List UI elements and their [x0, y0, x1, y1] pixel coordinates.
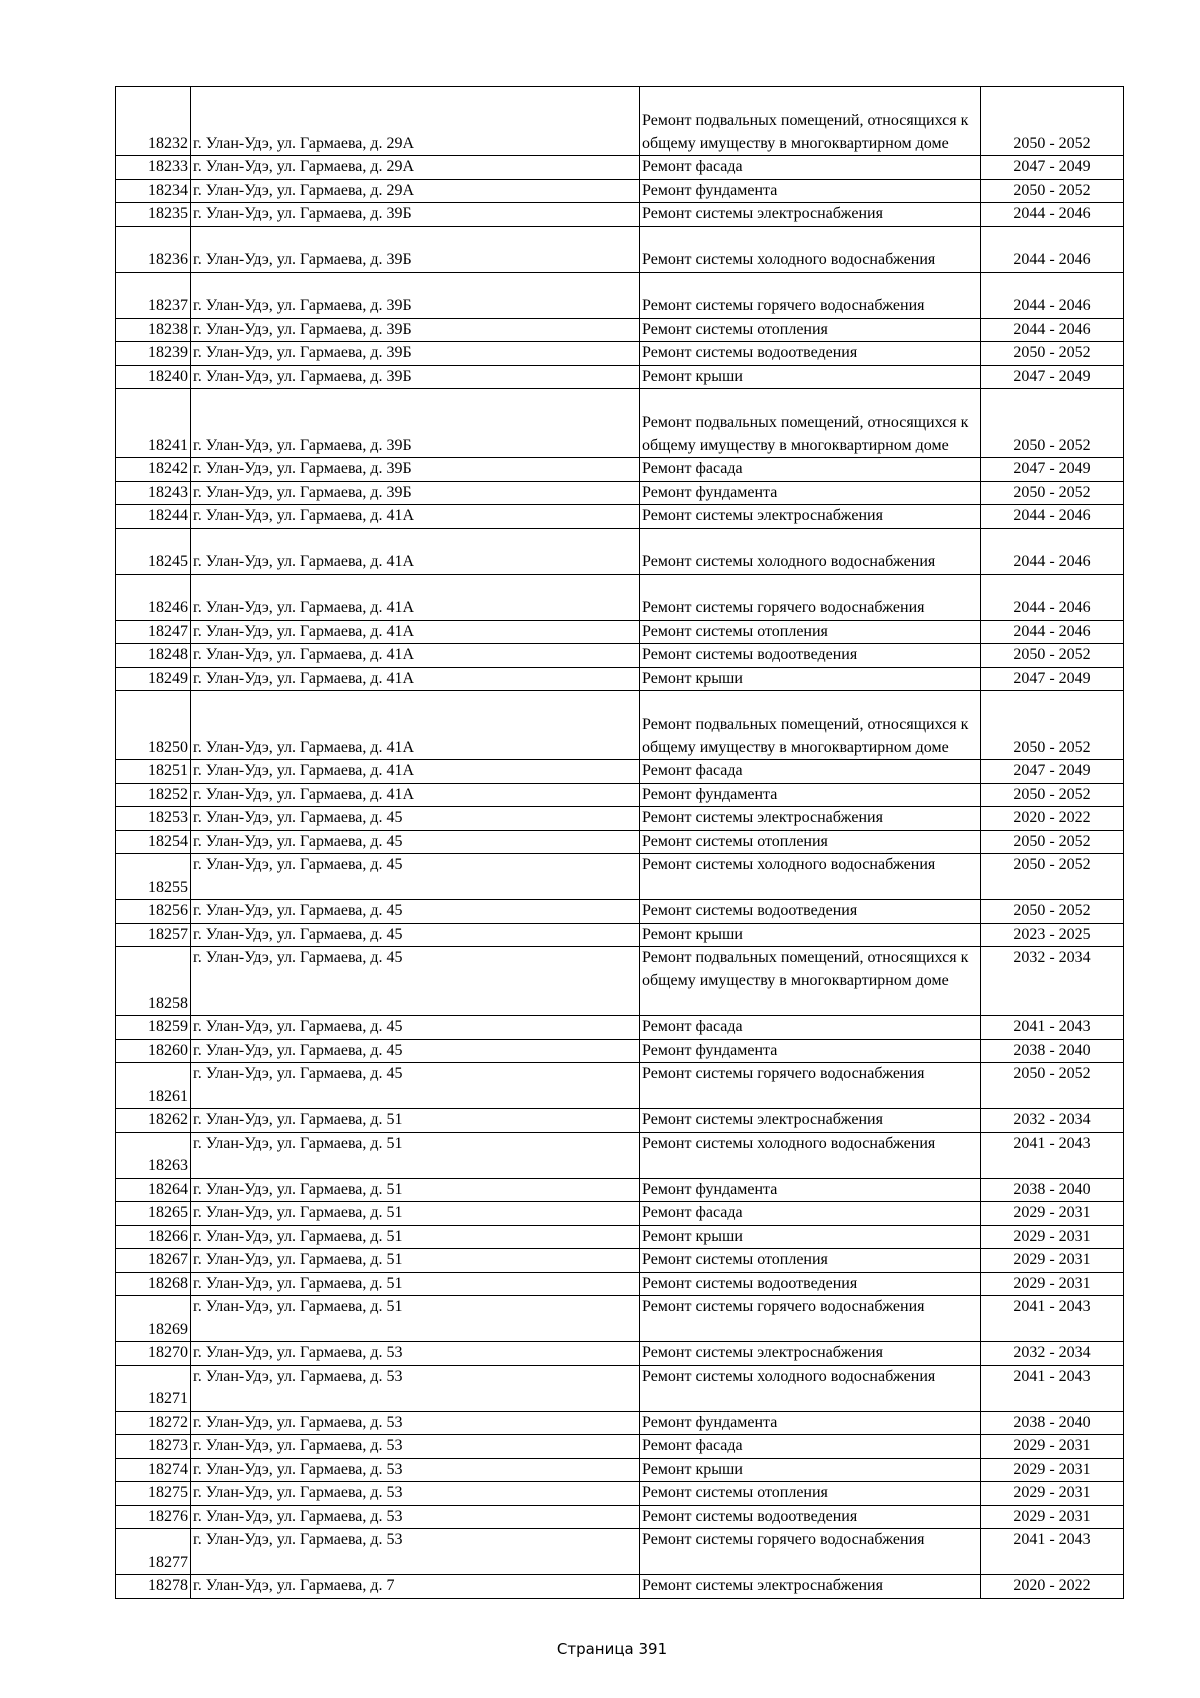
row-number: 18250 [116, 691, 191, 760]
row-address: г. Улан-Удэ, ул. Гармаева, д. 53 [191, 1411, 640, 1435]
row-years: 2041 - 2043 [981, 1365, 1124, 1411]
row-address: г. Улан-Удэ, ул. Гармаева, д. 39Б [191, 458, 640, 482]
row-number: 18268 [116, 1272, 191, 1296]
row-address: г. Улан-Удэ, ул. Гармаева, д. 53 [191, 1458, 640, 1482]
row-years: 2041 - 2043 [981, 1132, 1124, 1178]
table-row [116, 854, 1124, 900]
row-years: 2038 - 2040 [981, 1178, 1124, 1202]
row-address: г. Улан-Удэ, ул. Гармаева, д. 51 [191, 1249, 640, 1273]
row-address: г. Улан-Удэ, ул. Гармаева, д. 51 [191, 1225, 640, 1249]
row-years: 2050 - 2052 [981, 1063, 1124, 1109]
row-number: 18247 [116, 620, 191, 644]
row-work-type: Ремонт системы холодного водоснабжения [640, 226, 981, 272]
row-years: 2020 - 2022 [981, 807, 1124, 831]
table-row [116, 1529, 1124, 1575]
row-years: 2047 - 2049 [981, 760, 1124, 784]
row-address: г. Улан-Удэ, ул. Гармаева, д. 53 [191, 1365, 640, 1411]
table-row [116, 574, 1124, 620]
row-number: 18269 [116, 1296, 191, 1342]
row-work-type: Ремонт системы водоотведения [640, 1272, 981, 1296]
row-number: 18232 [116, 87, 191, 156]
row-work-type: Ремонт системы электроснабжения [640, 807, 981, 831]
table-row [116, 620, 1124, 644]
row-years: 2050 - 2052 [981, 854, 1124, 900]
table-row [116, 1225, 1124, 1249]
row-address: г. Улан-Удэ, ул. Гармаева, д. 45 [191, 947, 640, 1016]
table-row [116, 1202, 1124, 1226]
row-number: 18277 [116, 1529, 191, 1575]
row-years: 2044 - 2046 [981, 505, 1124, 529]
row-address: г. Улан-Удэ, ул. Гармаева, д. 53 [191, 1435, 640, 1459]
row-address: г. Улан-Удэ, ул. Гармаева, д. 53 [191, 1482, 640, 1506]
row-number: 18252 [116, 783, 191, 807]
row-work-type: Ремонт фасада [640, 156, 981, 180]
table-row [116, 1249, 1124, 1273]
row-work-type: Ремонт системы горячего водоснабжения [640, 574, 981, 620]
document-page [115, 86, 1124, 1599]
row-work-type: Ремонт системы холодного водоснабжения [640, 1132, 981, 1178]
row-years: 2044 - 2046 [981, 620, 1124, 644]
row-work-type: Ремонт фундамента [640, 1178, 981, 1202]
row-years: 2029 - 2031 [981, 1458, 1124, 1482]
row-address: г. Улан-Удэ, ул. Гармаева, д. 53 [191, 1505, 640, 1529]
row-number: 18265 [116, 1202, 191, 1226]
row-years: 2029 - 2031 [981, 1482, 1124, 1506]
row-work-type: Ремонт фасада [640, 1016, 981, 1040]
table-row [116, 1272, 1124, 1296]
row-years: 2038 - 2040 [981, 1411, 1124, 1435]
row-work-type: Ремонт фасада [640, 1435, 981, 1459]
row-work-type: Ремонт фасада [640, 458, 981, 482]
row-number: 18273 [116, 1435, 191, 1459]
table-row [116, 760, 1124, 784]
row-work-type: Ремонт системы отопления [640, 318, 981, 342]
row-work-type: Ремонт фундамента [640, 1039, 981, 1063]
table-row [116, 226, 1124, 272]
row-address: г. Улан-Удэ, ул. Гармаева, д. 41А [191, 644, 640, 668]
row-number: 18244 [116, 505, 191, 529]
row-work-type: Ремонт системы горячего водоснабжения [640, 272, 981, 318]
table-row [116, 179, 1124, 203]
row-address: г. Улан-Удэ, ул. Гармаева, д. 45 [191, 830, 640, 854]
row-number: 18245 [116, 528, 191, 574]
row-years: 2029 - 2031 [981, 1505, 1124, 1529]
row-years: 2047 - 2049 [981, 458, 1124, 482]
row-work-type: Ремонт фасада [640, 1202, 981, 1226]
row-address: г. Улан-Удэ, ул. Гармаева, д. 51 [191, 1296, 640, 1342]
row-years: 2029 - 2031 [981, 1225, 1124, 1249]
row-address: г. Улан-Удэ, ул. Гармаева, д. 45 [191, 900, 640, 924]
table-row [116, 807, 1124, 831]
row-years: 2041 - 2043 [981, 1529, 1124, 1575]
table-row [116, 528, 1124, 574]
row-work-type: Ремонт фасада [640, 760, 981, 784]
row-work-type: Ремонт системы электроснабжения [640, 1575, 981, 1599]
row-number: 18240 [116, 365, 191, 389]
row-years: 2050 - 2052 [981, 389, 1124, 458]
table-row [116, 1365, 1124, 1411]
row-number: 18255 [116, 854, 191, 900]
table-row [116, 342, 1124, 366]
row-work-type: Ремонт системы отопления [640, 830, 981, 854]
table-row [116, 783, 1124, 807]
table-row [116, 900, 1124, 924]
row-address: г. Улан-Удэ, ул. Гармаева, д. 45 [191, 1016, 640, 1040]
row-number: 18270 [116, 1342, 191, 1366]
row-work-type: Ремонт системы электроснабжения [640, 1109, 981, 1133]
row-number: 18267 [116, 1249, 191, 1273]
table-row [116, 1458, 1124, 1482]
row-years: 2050 - 2052 [981, 342, 1124, 366]
table-row [116, 1132, 1124, 1178]
row-years: 2032 - 2034 [981, 947, 1124, 1016]
row-address: г. Улан-Удэ, ул. Гармаева, д. 39Б [191, 389, 640, 458]
row-number: 18264 [116, 1178, 191, 1202]
row-address: г. Улан-Удэ, ул. Гармаева, д. 41А [191, 528, 640, 574]
row-years: 2050 - 2052 [981, 691, 1124, 760]
row-years: 2044 - 2046 [981, 272, 1124, 318]
row-years: 2050 - 2052 [981, 900, 1124, 924]
row-address: г. Улан-Удэ, ул. Гармаева, д. 41А [191, 691, 640, 760]
row-work-type: Ремонт фундамента [640, 1411, 981, 1435]
row-address: г. Улан-Удэ, ул. Гармаева, д. 39Б [191, 203, 640, 227]
row-address: г. Улан-Удэ, ул. Гармаева, д. 53 [191, 1342, 640, 1366]
row-address: г. Улан-Удэ, ул. Гармаева, д. 41А [191, 505, 640, 529]
table-row [116, 481, 1124, 505]
row-work-type: Ремонт системы холодного водоснабжения [640, 1365, 981, 1411]
row-address: г. Улан-Удэ, ул. Гармаева, д. 7 [191, 1575, 640, 1599]
row-number: 18243 [116, 481, 191, 505]
row-address: г. Улан-Удэ, ул. Гармаева, д. 41А [191, 783, 640, 807]
row-number: 18274 [116, 1458, 191, 1482]
row-number: 18259 [116, 1016, 191, 1040]
row-address: г. Улан-Удэ, ул. Гармаева, д. 39Б [191, 318, 640, 342]
table-row [116, 1575, 1124, 1599]
row-years: 2029 - 2031 [981, 1202, 1124, 1226]
row-work-type: Ремонт подвальных помещений, относящихся к общему имуществу в многоквартирном доме [640, 691, 981, 760]
row-number: 18260 [116, 1039, 191, 1063]
row-address: г. Улан-Удэ, ул. Гармаева, д. 41А [191, 667, 640, 691]
table-row [116, 365, 1124, 389]
table-row [116, 1039, 1124, 1063]
row-number: 18248 [116, 644, 191, 668]
row-address: г. Улан-Удэ, ул. Гармаева, д. 45 [191, 1039, 640, 1063]
row-work-type: Ремонт системы холодного водоснабжения [640, 528, 981, 574]
table-row [116, 1482, 1124, 1506]
table-row [116, 272, 1124, 318]
table-row [116, 1435, 1124, 1459]
row-years: 2050 - 2052 [981, 783, 1124, 807]
table-row [116, 691, 1124, 760]
row-years: 2050 - 2052 [981, 830, 1124, 854]
row-number: 18275 [116, 1482, 191, 1506]
row-work-type: Ремонт подвальных помещений, относящихся к общему имуществу в многоквартирном доме [640, 389, 981, 458]
row-number: 18249 [116, 667, 191, 691]
row-years: 2029 - 2031 [981, 1249, 1124, 1273]
row-work-type: Ремонт фундамента [640, 481, 981, 505]
table-row [116, 1505, 1124, 1529]
table-row [116, 830, 1124, 854]
row-number: 18235 [116, 203, 191, 227]
row-number: 18271 [116, 1365, 191, 1411]
row-years: 2044 - 2046 [981, 226, 1124, 272]
row-number: 18242 [116, 458, 191, 482]
row-years: 2050 - 2052 [981, 644, 1124, 668]
row-years: 2050 - 2052 [981, 179, 1124, 203]
page-number: Страница 391 [556, 1640, 668, 1658]
table-row [116, 644, 1124, 668]
row-number: 18236 [116, 226, 191, 272]
row-address: г. Улан-Удэ, ул. Гармаева, д. 45 [191, 923, 640, 947]
table-row [116, 947, 1124, 1016]
row-number: 18239 [116, 342, 191, 366]
row-work-type: Ремонт системы электроснабжения [640, 203, 981, 227]
row-work-type: Ремонт крыши [640, 923, 981, 947]
row-number: 18241 [116, 389, 191, 458]
table-row [116, 389, 1124, 458]
row-work-type: Ремонт системы отопления [640, 1249, 981, 1273]
row-number: 18263 [116, 1132, 191, 1178]
row-number: 18237 [116, 272, 191, 318]
table-row [116, 1178, 1124, 1202]
table-row [116, 1109, 1124, 1133]
table-row [116, 87, 1124, 156]
table-row [116, 458, 1124, 482]
row-address: г. Улан-Удэ, ул. Гармаева, д. 39Б [191, 342, 640, 366]
row-work-type: Ремонт системы горячего водоснабжения [640, 1063, 981, 1109]
row-number: 18266 [116, 1225, 191, 1249]
table-row [116, 505, 1124, 529]
table-row [116, 1411, 1124, 1435]
row-years: 2044 - 2046 [981, 528, 1124, 574]
row-years: 2044 - 2046 [981, 318, 1124, 342]
table-row [116, 318, 1124, 342]
row-years: 2047 - 2049 [981, 365, 1124, 389]
row-address: г. Улан-Удэ, ул. Гармаева, д. 51 [191, 1132, 640, 1178]
row-address: г. Улан-Удэ, ул. Гармаева, д. 51 [191, 1202, 640, 1226]
row-number: 18262 [116, 1109, 191, 1133]
row-number: 18272 [116, 1411, 191, 1435]
row-address: г. Улан-Удэ, ул. Гармаева, д. 41А [191, 760, 640, 784]
row-work-type: Ремонт системы холодного водоснабжения [640, 854, 981, 900]
row-number: 18257 [116, 923, 191, 947]
row-number: 18251 [116, 760, 191, 784]
row-address: г. Улан-Удэ, ул. Гармаева, д. 51 [191, 1178, 640, 1202]
row-address: г. Улан-Удэ, ул. Гармаева, д. 39Б [191, 272, 640, 318]
table-row [116, 203, 1124, 227]
row-years: 2044 - 2046 [981, 574, 1124, 620]
row-address: г. Улан-Удэ, ул. Гармаева, д. 45 [191, 807, 640, 831]
row-years: 2041 - 2043 [981, 1016, 1124, 1040]
table-row [116, 1063, 1124, 1109]
row-work-type: Ремонт системы горячего водоснабжения [640, 1296, 981, 1342]
row-number: 18278 [116, 1575, 191, 1599]
row-years: 2050 - 2052 [981, 87, 1124, 156]
row-address: г. Улан-Удэ, ул. Гармаева, д. 41А [191, 620, 640, 644]
row-number: 18261 [116, 1063, 191, 1109]
table-row [116, 923, 1124, 947]
row-number: 18234 [116, 179, 191, 203]
row-work-type: Ремонт подвальных помещений, относящихся к общему имуществу в многоквартирном доме [640, 87, 981, 156]
row-address: г. Улан-Удэ, ул. Гармаева, д. 51 [191, 1272, 640, 1296]
row-work-type: Ремонт системы водоотведения [640, 644, 981, 668]
table-row [116, 667, 1124, 691]
row-work-type: Ремонт системы отопления [640, 1482, 981, 1506]
row-number: 18276 [116, 1505, 191, 1529]
row-years: 2032 - 2034 [981, 1342, 1124, 1366]
table-body [116, 87, 1124, 1599]
row-number: 18254 [116, 830, 191, 854]
row-address: г. Улан-Удэ, ул. Гармаева, д. 45 [191, 1063, 640, 1109]
row-years: 2023 - 2025 [981, 923, 1124, 947]
row-years: 2029 - 2031 [981, 1272, 1124, 1296]
table-row [116, 1296, 1124, 1342]
table-row [116, 1016, 1124, 1040]
row-years: 2044 - 2046 [981, 203, 1124, 227]
row-work-type: Ремонт системы водоотведения [640, 900, 981, 924]
row-years: 2020 - 2022 [981, 1575, 1124, 1599]
row-number: 18253 [116, 807, 191, 831]
row-work-type: Ремонт подвальных помещений, относящихся к общему имуществу в многоквартирном доме [640, 947, 981, 1016]
row-number: 18246 [116, 574, 191, 620]
row-number: 18256 [116, 900, 191, 924]
row-years: 2050 - 2052 [981, 481, 1124, 505]
row-address: г. Улан-Удэ, ул. Гармаева, д. 29А [191, 156, 640, 180]
row-work-type: Ремонт крыши [640, 667, 981, 691]
row-address: г. Улан-Удэ, ул. Гармаева, д. 51 [191, 1109, 640, 1133]
row-address: г. Улан-Удэ, ул. Гармаева, д. 41А [191, 574, 640, 620]
row-years: 2029 - 2031 [981, 1435, 1124, 1459]
row-work-type: Ремонт системы водоотведения [640, 1505, 981, 1529]
row-address: г. Улан-Удэ, ул. Гармаева, д. 39Б [191, 365, 640, 389]
repair-schedule-table [115, 86, 1124, 1599]
row-number: 18258 [116, 947, 191, 1016]
row-work-type: Ремонт фундамента [640, 179, 981, 203]
row-address: г. Улан-Удэ, ул. Гармаева, д. 29А [191, 87, 640, 156]
table-row [116, 1342, 1124, 1366]
row-work-type: Ремонт крыши [640, 1225, 981, 1249]
row-work-type: Ремонт крыши [640, 365, 981, 389]
row-work-type: Ремонт системы электроснабжения [640, 1342, 981, 1366]
row-years: 2047 - 2049 [981, 156, 1124, 180]
row-work-type: Ремонт системы водоотведения [640, 342, 981, 366]
row-address: г. Улан-Удэ, ул. Гармаева, д. 29А [191, 179, 640, 203]
row-years: 2047 - 2049 [981, 667, 1124, 691]
row-work-type: Ремонт системы горячего водоснабжения [640, 1529, 981, 1575]
row-address: г. Улан-Удэ, ул. Гармаева, д. 39Б [191, 226, 640, 272]
row-work-type: Ремонт системы отопления [640, 620, 981, 644]
row-years: 2041 - 2043 [981, 1296, 1124, 1342]
row-years: 2038 - 2040 [981, 1039, 1124, 1063]
row-address: г. Улан-Удэ, ул. Гармаева, д. 39Б [191, 481, 640, 505]
row-years: 2032 - 2034 [981, 1109, 1124, 1133]
row-work-type: Ремонт крыши [640, 1458, 981, 1482]
row-address: г. Улан-Удэ, ул. Гармаева, д. 53 [191, 1529, 640, 1575]
row-number: 18233 [116, 156, 191, 180]
row-work-type: Ремонт фундамента [640, 783, 981, 807]
table-row [116, 156, 1124, 180]
row-address: г. Улан-Удэ, ул. Гармаева, д. 45 [191, 854, 640, 900]
row-number: 18238 [116, 318, 191, 342]
row-work-type: Ремонт системы электроснабжения [640, 505, 981, 529]
